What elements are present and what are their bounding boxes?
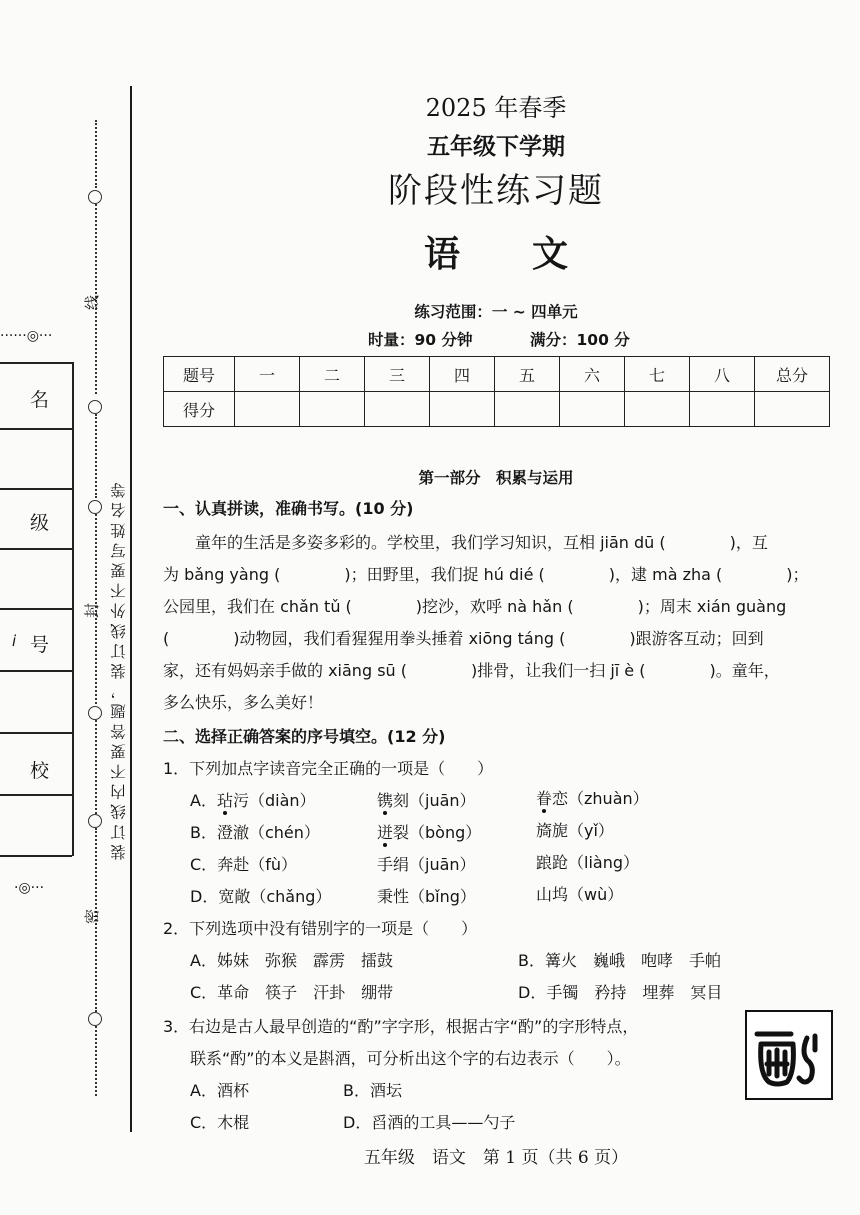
dotted-char: 迸 [377,823,394,842]
option-letter: B． [190,823,217,842]
exam-time: 时量：90 分钟 [368,331,473,349]
score-table-head: 总分 [755,357,830,392]
stub-label-school: 校 [30,760,50,782]
score-cell[interactable] [235,392,300,427]
binding-hole-marker [88,400,102,414]
q1-option-d [190,884,331,907]
dotted-cut-line [95,414,97,498]
option-text: 澄澈（chén） [216,823,320,842]
q1-option-a-3 [536,786,649,809]
exam-grade: 五年级下学期 [427,134,565,160]
q1-option-b-3: 旖旎（yǐ） [536,821,614,840]
ancient-glyph-image [745,1010,833,1100]
section1-line: ( )动物园，我们看猩猩用拳头捶着 xiōng táng ( )跟游客互动；回到 [163,629,764,648]
q1-option-b [190,820,320,843]
binding-hole-marker [88,1012,102,1026]
binding-hole-marker [88,706,102,720]
seal-char-seal: 封 [83,602,102,619]
q1-option-c-2: 手绢（juān） [377,855,476,874]
section1-line: 童年的生活是多姿多彩的。学校里，我们学习知识，互相 jiān dū ( )，互 [163,533,768,552]
q1-option-c [190,852,297,875]
option-text: 刻（juān） [393,791,476,810]
score-table-head: 七 [625,357,690,392]
q2-stem: 2．下列选项中没有错别字的一项是（ ） [163,919,478,938]
subject-title: 语 文 [423,234,568,275]
option-text: 宽敞（chǎng） [218,887,332,906]
score-cell[interactable] [690,392,755,427]
option-text: 污（diàn） [232,791,316,810]
q1-option-b-2 [377,820,481,843]
score-cell[interactable] [365,392,430,427]
dotted-char: 眷 [536,789,553,808]
stub-divider [0,548,72,550]
q1-option-d-2: 秉性（bǐng） [377,887,476,906]
q2-option-d: D．手镯 矜持 埋葬 冥目 [518,983,723,1002]
section1-line: 公园里，我们在 chǎn tǔ ( )挖沙，欢呼 nà hǎn ( )；周末 xián guàng [163,597,787,616]
exam-year: 2025 年春季 [425,94,567,122]
exam-scope: 练习范围：一 ~ 四单元 [414,303,578,321]
dot-mark: ·◎··· [14,880,45,896]
section1-line: 家，还有妈妈亲手做的 xiāng sū ( )排骨，让我们一扫 jī è ( )。童年， [163,661,780,680]
score-table-head: 一 [235,357,300,392]
exam-title: 阶段性练习题 [388,171,604,211]
binding-hole-marker [88,500,102,514]
section1-line: 为 bǎng yàng ( )；田野里，我们捉 hú dié ( )，逮 mà zha ( )； [163,565,809,584]
option-letter: D． [190,887,219,906]
binding-hole-marker [88,814,102,828]
score-cell[interactable] [755,392,830,427]
binding-notice: 装订线内不要答题，装订线外不要写姓名等 [110,478,128,860]
option-text: 奔赴（fù） [217,855,297,874]
page-footer: 五年级 语文 第 1 页（共 6 页） [363,1148,629,1168]
score-table-head: 题号 [164,357,235,392]
section2-title: 二、选择正确答案的序号填空。(12 分) [163,727,446,746]
q1-option-a-2 [377,788,476,811]
stub-divider [0,428,72,430]
option-text: 裂（bòng） [393,823,482,842]
dotted-char: 玷 [216,791,233,810]
seal-char-line: 线 [83,294,102,311]
stub-divider [0,362,72,364]
option-letter: C． [190,855,218,874]
score-cell[interactable] [495,392,560,427]
stub-divider [0,608,72,610]
q3-option-a: A．酒杯 [190,1081,249,1100]
q2-option-c: C．革命 筷子 汗卦 绷带 [190,983,394,1002]
score-table-head: 八 [690,357,755,392]
score-table-header-row [164,357,830,392]
q1-option-d-3: 山坞（wù） [536,885,624,904]
q1-option-c-3: 踉跄（liàng） [536,853,639,872]
score-cell[interactable] [300,392,365,427]
dotted-cut-line [95,120,97,188]
dotted-cut-line [95,720,97,814]
score-row-label: 得分 [164,392,235,427]
q1-option-a [190,788,316,811]
score-cell[interactable] [625,392,690,427]
stub-divider [0,855,72,857]
score-cell[interactable] [560,392,625,427]
score-table-head: 二 [300,357,365,392]
stub-label-class: 级 [30,512,50,534]
dotted-char: 镌 [377,791,394,810]
stub-divider [0,794,72,796]
section1-title: 一、认真拼读，准确书写。(10 分) [163,499,414,518]
score-table-head: 三 [365,357,430,392]
dotted-cut-line [95,1026,97,1096]
part-title: 第一部分 积累与运用 [418,469,574,487]
stub-label-name: 名 [30,389,50,411]
score-table-head: 五 [495,357,560,392]
score-cell[interactable] [430,392,495,427]
option-letter: A． [190,791,217,810]
stub-label-number: 号 [30,634,50,656]
q3-option-b: B．酒坛 [343,1081,402,1100]
seal-char-secret: 密 [83,908,102,925]
q3-option-c: C．木棍 [190,1113,250,1132]
section1-line: 多么快乐，多么美好！ [163,693,324,712]
stub-divider [0,670,72,672]
q3-stem-line2: 联系“酌”的本义是斟酒，可分析出这个字的右边表示（ ）。 [190,1049,631,1068]
q3-stem-line1: 3．右边是古人最早创造的“酌”字字形，根据古字“酌”的字形特点， [163,1017,639,1036]
stub-divider [0,488,72,490]
score-table [163,356,830,427]
stub-label-number-prefix: i [12,632,17,650]
dot-mark: ······◎··· [0,328,53,344]
q3-option-d: D．舀酒的工具——勺子 [343,1113,516,1132]
score-table-score-row [164,392,830,427]
q2-option-b: B．篝火 巍峨 咆哮 手帕 [518,951,721,970]
ancient-zhuo-glyph-icon [747,1012,831,1098]
score-table-head: 六 [560,357,625,392]
option-text: 恋（zhuàn） [552,789,649,808]
exam-full-score: 满分：100 分 [530,331,630,349]
q1-stem: 1．下列加点字读音完全正确的一项是（ ） [163,759,494,778]
score-table-head: 四 [430,357,495,392]
binding-hole-marker [88,190,102,204]
q2-option-a: A．姊妹 弥猴 霹雳 擂鼓 [190,951,393,970]
stub-divider [0,732,72,734]
